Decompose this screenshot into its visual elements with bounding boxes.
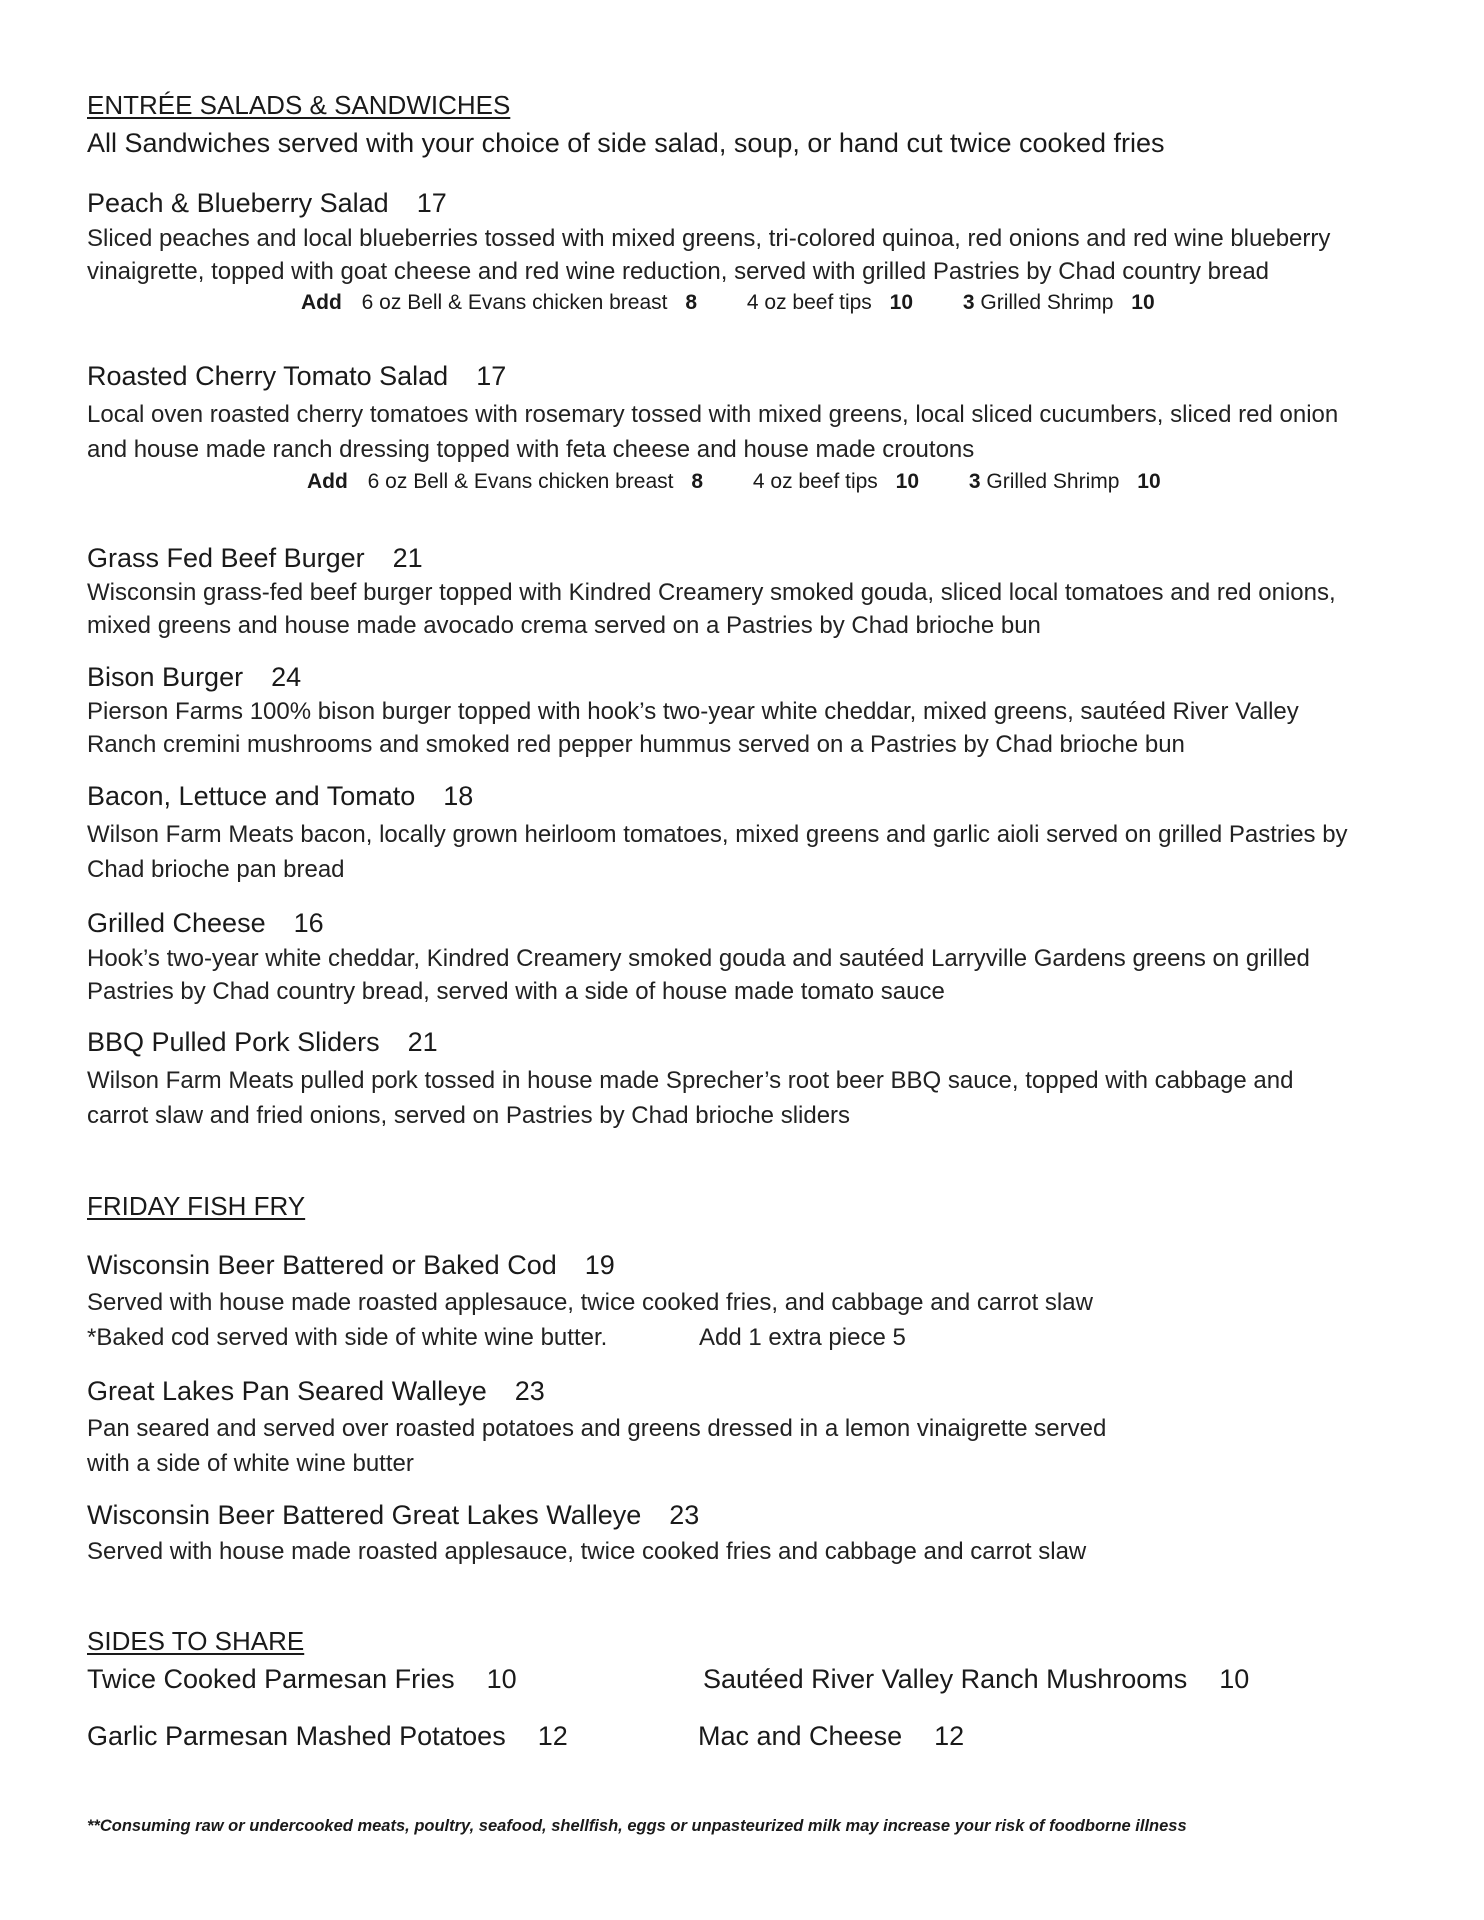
add-on-shrimp: Grilled Shrimp <box>980 291 1114 314</box>
menu-item-price: 19 <box>584 1250 615 1280</box>
menu-item-title <box>87 662 301 693</box>
menu-item-description <box>87 576 1336 642</box>
add-on-price: 10 <box>889 291 913 314</box>
menu-item-description <box>87 817 1348 887</box>
menu-item-name: Peach & Blueberry Salad <box>87 188 389 218</box>
description-line: Pan seared and served over roasted potatoes and greens dressed in a lemon vinaigrette served <box>87 1415 1107 1442</box>
side-item <box>698 1721 964 1752</box>
menu-item-price: 17 <box>476 361 507 391</box>
description-line: Pastries by Chad country bread, served with a side of house made tomato sauce <box>87 978 945 1005</box>
add-ons-line <box>307 470 1161 494</box>
side-item-name: Twice Cooked Parmesan Fries <box>87 1664 455 1694</box>
menu-item-title <box>87 188 447 219</box>
description-line: Local oven roasted cherry tomatoes with rosemary tossed with mixed greens, local sliced cucumbers, sliced red onion <box>87 401 1339 428</box>
description-line: *Baked cod served with side of white wine butter. <box>87 1324 608 1351</box>
menu-item-price: 18 <box>443 781 474 811</box>
menu-item-title <box>87 1376 545 1407</box>
extra-piece-note <box>699 1320 906 1355</box>
menu-item-title <box>87 781 473 812</box>
add-on-price: 8 <box>685 291 698 314</box>
side-item-price: 10 <box>486 1664 517 1694</box>
add-on-beef: 4 oz beef tips <box>746 291 872 314</box>
description-line: Served with house made roasted applesauce, twice cooked fries and cabbage and carrot slaw <box>87 1538 1087 1565</box>
menu-item-price: 24 <box>271 662 302 692</box>
add-ons-line <box>301 291 1155 315</box>
menu-item-name: Grilled Cheese <box>87 908 266 938</box>
menu-item-title <box>87 361 506 392</box>
menu-item-title <box>87 1250 615 1281</box>
section-heading-fish-fry: FRIDAY FISH FRY <box>87 1191 306 1221</box>
menu-item-title <box>87 1500 699 1531</box>
menu-item-price: 16 <box>293 908 324 938</box>
food-safety-footnote: **Consuming raw or undercooked meats, poultry, seafood, shellfish, eggs or unpasteurized milk may increase your risk of foodborne illness <box>87 1817 1187 1835</box>
description-line: carrot slaw and fried onions, served on Pastries by Chad brioche sliders <box>87 1102 851 1129</box>
menu-item-name: Wisconsin Beer Battered Great Lakes Walleye <box>87 1500 642 1530</box>
menu-item-description <box>87 1411 1106 1481</box>
section-heading-salads-sandwiches: ENTRÉE SALADS & SANDWICHES <box>87 90 511 120</box>
menu-item-price: 17 <box>416 188 447 218</box>
menu-item-name: Bacon, Lettuce and Tomato <box>87 781 416 811</box>
side-item <box>87 1664 517 1695</box>
extra-piece-price: 5 <box>892 1324 906 1351</box>
description-line: Wilson Farm Meats bacon, locally grown heirloom tomatoes, mixed greens and garlic aioli served on grilled Pastries by <box>87 821 1348 848</box>
description-line: Served with house made roasted applesauce, twice cooked fries, and cabbage and carrot slaw <box>87 1289 1093 1316</box>
side-item-price: 12 <box>537 1721 568 1751</box>
side-item-price: 10 <box>1219 1664 1250 1694</box>
add-on-price: 10 <box>1137 470 1161 493</box>
extra-piece-label: Add 1 extra piece <box>699 1324 886 1351</box>
description-line: vinaigrette, topped with goat cheese and red wine reduction, served with grilled Pastries by Chad country bread <box>87 258 1270 285</box>
menu-item-name: Bison Burger <box>87 662 244 692</box>
description-line: mixed greens and house made avocado crema served on a Pastries by Chad brioche bun <box>87 612 1041 639</box>
description-line: with a side of white wine butter <box>87 1450 414 1477</box>
add-on-price: 8 <box>691 470 704 493</box>
menu-item-name: Great Lakes Pan Seared Walleye <box>87 1376 487 1406</box>
description-line: Sliced peaches and local blueberries tossed with mixed greens, tri-colored quinoa, red onions and red wine blueberry <box>87 225 1331 252</box>
side-item-name: Garlic Parmesan Mashed Potatoes <box>87 1721 506 1751</box>
add-label: Add <box>307 470 348 493</box>
menu-item-description <box>87 222 1330 288</box>
add-on-chicken: 6 oz Bell & Evans chicken breast <box>367 470 674 493</box>
description-line: Chad brioche pan bread <box>87 856 345 883</box>
description-line: and house made ranch dressing topped with feta cheese and house made croutons <box>87 436 975 463</box>
menu-item-price: 21 <box>407 1027 438 1057</box>
add-on-price: 10 <box>895 470 919 493</box>
menu-item-price: 23 <box>669 1500 700 1530</box>
side-item-name: Mac and Cheese <box>698 1721 903 1751</box>
side-item-name: Sautéed River Valley Ranch Mushrooms <box>703 1664 1188 1694</box>
menu-item-description <box>87 942 1310 1008</box>
menu-item-name: BBQ Pulled Pork Sliders <box>87 1027 380 1057</box>
menu-item-description <box>87 1285 1093 1355</box>
menu-item-description <box>87 695 1299 761</box>
menu-item-description <box>87 1535 1086 1568</box>
menu-item-title <box>87 543 423 574</box>
menu-item-name: Wisconsin Beer Battered or Baked Cod <box>87 1250 557 1280</box>
side-item <box>87 1721 568 1752</box>
description-line: Pierson Farms 100% bison burger topped with hook’s two-year white cheddar, mixed greens, sautéed River Valley <box>87 698 1299 725</box>
description-line: Wisconsin grass-fed beef burger topped with Kindred Creamery smoked gouda, sliced local tomatoes and red onions, <box>87 579 1336 606</box>
add-label: Add <box>301 291 342 314</box>
menu-item-description <box>87 397 1338 467</box>
add-on-beef: 4 oz beef tips <box>752 470 878 493</box>
description-line: Ranch cremini mushrooms and smoked red pepper hummus served on a Pastries by Chad brioche bun <box>87 731 1185 758</box>
add-on-shrimp: Grilled Shrimp <box>986 470 1120 493</box>
side-item <box>703 1664 1249 1695</box>
menu-item-name: Roasted Cherry Tomato Salad <box>87 361 449 391</box>
menu-item-description <box>87 1063 1293 1133</box>
side-item-price: 12 <box>934 1721 965 1751</box>
menu-item-title <box>87 908 324 939</box>
menu-item-name: Grass Fed Beef Burger <box>87 543 365 573</box>
description-line: Wilson Farm Meats pulled pork tossed in house made Sprecher’s root beer BBQ sauce, topped with cabbage and <box>87 1067 1294 1094</box>
menu-item-price: 23 <box>514 1376 545 1406</box>
section-subheading: All Sandwiches served with your choice of side salad, soup, or hand cut twice cooked fries <box>87 128 1165 158</box>
menu-item-title <box>87 1027 438 1058</box>
menu-item-price: 21 <box>392 543 423 573</box>
description-line: Hook’s two-year white cheddar, Kindred Creamery smoked gouda and sautéed Larryville Gardens greens on grilled <box>87 945 1310 972</box>
add-on-price: 10 <box>1131 291 1155 314</box>
section-heading-sides: SIDES TO SHARE <box>87 1626 305 1656</box>
add-on-chicken: 6 oz Bell & Evans chicken breast <box>361 291 668 314</box>
add-on-quantity: 3 <box>968 470 981 493</box>
add-on-quantity: 3 <box>962 291 975 314</box>
